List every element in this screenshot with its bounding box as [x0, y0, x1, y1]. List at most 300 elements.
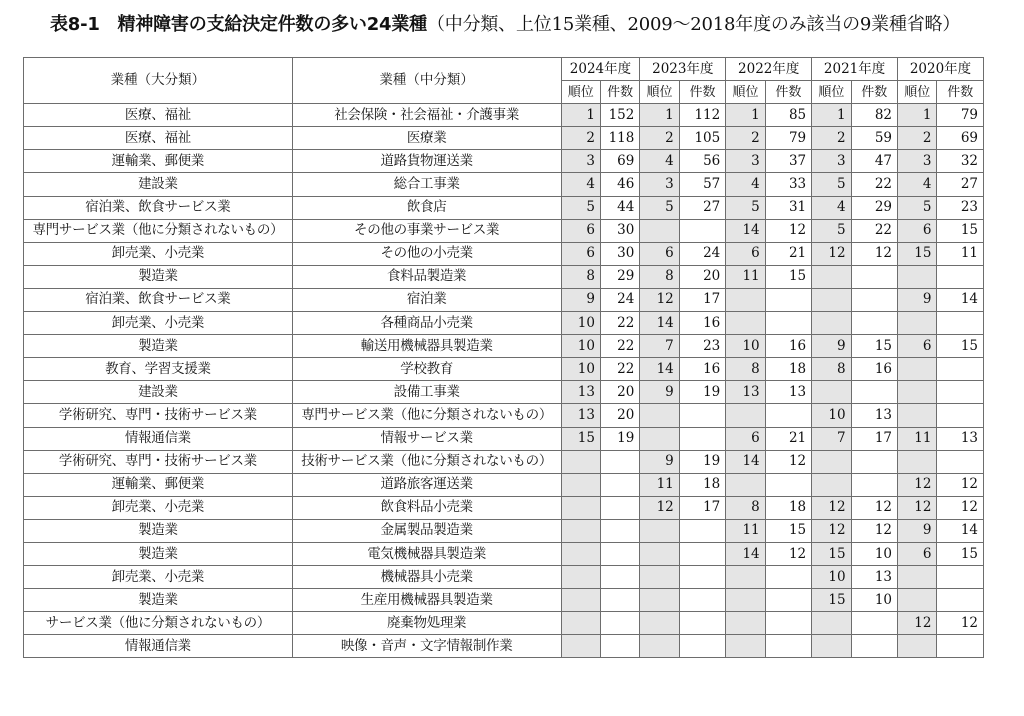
cell-rank: 5 — [812, 173, 851, 196]
cell-count: 18 — [765, 358, 811, 381]
cell-rank: 5 — [726, 196, 765, 219]
cell-count: 16 — [765, 335, 811, 358]
cell-count: 23 — [937, 196, 984, 219]
header-row-years — [24, 58, 984, 81]
header-count: 件数 — [765, 81, 811, 104]
cell-count: 15 — [937, 219, 984, 242]
cell-count: 79 — [765, 127, 811, 150]
cell-count: 15 — [765, 265, 811, 288]
cell-rank — [640, 219, 679, 242]
header-rank: 順位 — [726, 81, 765, 104]
cell-industry-major: 卸売業、小売業 — [24, 312, 293, 335]
cell-rank: 6 — [561, 242, 600, 265]
cell-rank — [561, 635, 600, 658]
cell-count: 118 — [600, 127, 639, 150]
cell-rank: 14 — [726, 450, 765, 473]
cell-industry-mid: 金属製品製造業 — [292, 519, 561, 542]
cell-count: 15 — [851, 335, 897, 358]
cell-rank: 2 — [898, 127, 937, 150]
cell-count — [679, 542, 725, 565]
cell-count — [851, 450, 897, 473]
cell-industry-major: 専門サービス業（他に分類されないもの） — [24, 219, 293, 242]
cell-count: 47 — [851, 150, 897, 173]
cell-count: 18 — [679, 473, 725, 496]
cell-rank: 12 — [812, 496, 851, 519]
cell-count: 56 — [679, 150, 725, 173]
cell-count — [600, 519, 639, 542]
cell-industry-mid: 道路旅客運送業 — [292, 473, 561, 496]
cell-count — [851, 473, 897, 496]
cell-count: 13 — [851, 404, 897, 427]
cell-count: 112 — [679, 104, 725, 127]
cell-rank — [812, 450, 851, 473]
cell-rank: 9 — [898, 288, 937, 311]
cell-count — [679, 589, 725, 612]
cell-industry-major: 情報通信業 — [24, 427, 293, 450]
cell-count — [937, 589, 984, 612]
cell-count: 33 — [765, 173, 811, 196]
cell-rank: 2 — [640, 127, 679, 150]
table-row — [24, 635, 984, 658]
cell-count — [937, 381, 984, 404]
cell-count: 12 — [937, 473, 984, 496]
cell-count — [937, 566, 984, 589]
cell-rank: 9 — [812, 335, 851, 358]
cell-industry-mid: 道路貨物運送業 — [292, 150, 561, 173]
cell-rank: 3 — [640, 173, 679, 196]
cell-count: 69 — [600, 150, 639, 173]
cell-count: 69 — [937, 127, 984, 150]
cell-count — [937, 312, 984, 335]
cell-rank: 6 — [640, 242, 679, 265]
cell-industry-mid: 総合工事業 — [292, 173, 561, 196]
cell-rank — [898, 404, 937, 427]
cell-count — [600, 542, 639, 565]
cell-rank: 13 — [726, 381, 765, 404]
cell-industry-major: 製造業 — [24, 265, 293, 288]
cell-industry-mid: 廃棄物処理業 — [292, 612, 561, 635]
cell-rank: 11 — [898, 427, 937, 450]
cell-rank: 1 — [640, 104, 679, 127]
cell-count: 11 — [937, 242, 984, 265]
cell-count: 17 — [679, 288, 725, 311]
cell-rank: 10 — [561, 312, 600, 335]
cell-count: 44 — [600, 196, 639, 219]
header-year-2022: 2022年度 — [726, 58, 812, 81]
cell-rank — [898, 358, 937, 381]
header-year-2024: 2024年度 — [561, 58, 640, 81]
table-row — [24, 265, 984, 288]
cell-industry-mid: 飲食店 — [292, 196, 561, 219]
cell-count: 29 — [851, 196, 897, 219]
table-row — [24, 358, 984, 381]
cell-count: 23 — [679, 335, 725, 358]
cell-rank: 11 — [726, 265, 765, 288]
cell-count: 22 — [600, 312, 639, 335]
cell-industry-mid: 電気機械器具製造業 — [292, 542, 561, 565]
header-count: 件数 — [600, 81, 639, 104]
table-row — [24, 450, 984, 473]
cell-count: 15 — [937, 335, 984, 358]
cell-count: 22 — [600, 358, 639, 381]
cell-count: 12 — [765, 450, 811, 473]
cell-industry-major: 医療、福祉 — [24, 104, 293, 127]
cell-rank — [812, 265, 851, 288]
table-title-note: （中分類、上位15業種、2009～2018年度のみ該当の9業種省略） — [426, 14, 961, 35]
cell-rank — [640, 427, 679, 450]
cell-count — [679, 219, 725, 242]
header-count: 件数 — [679, 81, 725, 104]
cell-rank: 5 — [812, 219, 851, 242]
cell-rank: 7 — [640, 335, 679, 358]
cell-industry-major: 卸売業、小売業 — [24, 242, 293, 265]
cell-rank: 5 — [561, 196, 600, 219]
cell-count: 22 — [851, 173, 897, 196]
table-row — [24, 427, 984, 450]
cell-rank: 12 — [640, 288, 679, 311]
cell-rank — [898, 589, 937, 612]
cell-rank: 6 — [898, 335, 937, 358]
cell-count: 20 — [600, 404, 639, 427]
cell-rank: 4 — [898, 173, 937, 196]
table-row — [24, 404, 984, 427]
cell-rank: 11 — [640, 473, 679, 496]
cell-count: 24 — [679, 242, 725, 265]
header-industry-mid: 業種（中分類） — [292, 58, 561, 104]
table-row — [24, 612, 984, 635]
cell-count — [851, 381, 897, 404]
cell-count — [600, 450, 639, 473]
cell-count: 10 — [851, 542, 897, 565]
cell-rank: 15 — [812, 542, 851, 565]
cell-rank: 12 — [898, 496, 937, 519]
cell-count — [600, 496, 639, 519]
cell-rank: 6 — [726, 242, 765, 265]
cell-rank: 3 — [561, 150, 600, 173]
cell-industry-mid: 機械器具小売業 — [292, 566, 561, 589]
cell-rank — [726, 589, 765, 612]
cell-rank: 2 — [726, 127, 765, 150]
cell-count: 17 — [679, 496, 725, 519]
cell-rank: 3 — [726, 150, 765, 173]
cell-rank: 12 — [812, 519, 851, 542]
cell-rank: 15 — [898, 242, 937, 265]
cell-count — [765, 612, 811, 635]
cell-rank: 3 — [898, 150, 937, 173]
cell-industry-major: 製造業 — [24, 519, 293, 542]
cell-rank — [898, 566, 937, 589]
cell-rank — [898, 312, 937, 335]
cell-count — [765, 473, 811, 496]
cell-count: 12 — [937, 496, 984, 519]
cell-rank — [561, 519, 600, 542]
cell-industry-major: 医療、福祉 — [24, 127, 293, 150]
table-row — [24, 381, 984, 404]
table-row — [24, 473, 984, 496]
cell-count: 21 — [765, 427, 811, 450]
table-row — [24, 242, 984, 265]
cell-rank — [640, 635, 679, 658]
cell-industry-major: 製造業 — [24, 589, 293, 612]
cell-industry-mid: 医療業 — [292, 127, 561, 150]
cell-count: 13 — [765, 381, 811, 404]
cell-rank — [561, 612, 600, 635]
cell-rank: 1 — [898, 104, 937, 127]
header-industry-major: 業種（大分類） — [24, 58, 293, 104]
cell-count: 21 — [765, 242, 811, 265]
cell-count — [765, 566, 811, 589]
cell-rank — [640, 612, 679, 635]
cell-rank — [726, 312, 765, 335]
cell-rank: 11 — [726, 519, 765, 542]
cell-count: 105 — [679, 127, 725, 150]
cell-count — [600, 473, 639, 496]
cell-rank: 12 — [898, 612, 937, 635]
cell-rank: 13 — [561, 404, 600, 427]
cell-rank — [812, 312, 851, 335]
cell-count — [765, 635, 811, 658]
cell-count: 20 — [600, 381, 639, 404]
cell-industry-mid: 各種商品小売業 — [292, 312, 561, 335]
cell-count — [679, 612, 725, 635]
cell-industry-major: 教育、学習支援業 — [24, 358, 293, 381]
cell-count: 10 — [851, 589, 897, 612]
table-row — [24, 127, 984, 150]
cell-rank: 15 — [561, 427, 600, 450]
cell-industry-mid: 社会保険・社会福祉・介護事業 — [292, 104, 561, 127]
cell-rank — [640, 542, 679, 565]
cell-industry-mid: 技術サービス業（他に分類されないもの） — [292, 450, 561, 473]
cell-count — [600, 566, 639, 589]
cell-rank — [726, 288, 765, 311]
cell-count: 12 — [851, 496, 897, 519]
cell-count: 20 — [679, 265, 725, 288]
cell-count — [765, 404, 811, 427]
cell-count — [851, 612, 897, 635]
cell-count: 79 — [937, 104, 984, 127]
cell-count: 16 — [851, 358, 897, 381]
cell-count: 14 — [937, 519, 984, 542]
cell-count: 24 — [600, 288, 639, 311]
cell-rank: 14 — [640, 358, 679, 381]
cell-count: 152 — [600, 104, 639, 127]
cell-count — [679, 404, 725, 427]
table-row — [24, 496, 984, 519]
header-year-2023: 2023年度 — [640, 58, 726, 81]
cell-industry-mid: 生産用機械器具製造業 — [292, 589, 561, 612]
cell-rank: 5 — [640, 196, 679, 219]
cell-count: 37 — [765, 150, 811, 173]
cell-count: 82 — [851, 104, 897, 127]
cell-industry-mid: その他の小売業 — [292, 242, 561, 265]
cell-rank: 9 — [640, 381, 679, 404]
cell-count — [679, 566, 725, 589]
cell-rank: 10 — [812, 566, 851, 589]
industry-table — [23, 57, 984, 658]
cell-rank: 1 — [561, 104, 600, 127]
cell-count — [600, 612, 639, 635]
cell-industry-mid: 映像・音声・文字情報制作業 — [292, 635, 561, 658]
cell-rank: 8 — [812, 358, 851, 381]
cell-rank — [640, 589, 679, 612]
cell-rank: 8 — [561, 265, 600, 288]
cell-rank: 6 — [561, 219, 600, 242]
cell-rank: 9 — [898, 519, 937, 542]
cell-rank — [898, 450, 937, 473]
cell-count: 12 — [851, 519, 897, 542]
cell-rank: 2 — [561, 127, 600, 150]
cell-rank: 4 — [561, 173, 600, 196]
cell-count — [937, 450, 984, 473]
cell-count: 27 — [679, 196, 725, 219]
cell-count — [851, 635, 897, 658]
cell-rank: 15 — [812, 589, 851, 612]
cell-count — [765, 589, 811, 612]
cell-rank — [561, 496, 600, 519]
cell-count — [600, 635, 639, 658]
header-year-2020: 2020年度 — [898, 58, 984, 81]
cell-industry-major: 学術研究、専門・技術サービス業 — [24, 450, 293, 473]
cell-count: 12 — [937, 612, 984, 635]
cell-industry-major: 運輸業、郵便業 — [24, 473, 293, 496]
table-row — [24, 312, 984, 335]
cell-rank: 8 — [726, 358, 765, 381]
cell-count: 46 — [600, 173, 639, 196]
cell-count: 13 — [937, 427, 984, 450]
cell-rank: 10 — [561, 358, 600, 381]
table-row — [24, 219, 984, 242]
cell-count — [765, 288, 811, 311]
cell-count: 16 — [679, 358, 725, 381]
cell-industry-major: 宿泊業、飲食サービス業 — [24, 196, 293, 219]
cell-count — [937, 635, 984, 658]
cell-industry-major: 卸売業、小売業 — [24, 566, 293, 589]
table-row — [24, 196, 984, 219]
cell-industry-major: 運輸業、郵便業 — [24, 150, 293, 173]
cell-count: 15 — [937, 542, 984, 565]
header-rank: 順位 — [640, 81, 679, 104]
cell-count: 12 — [765, 219, 811, 242]
cell-count: 17 — [851, 427, 897, 450]
cell-industry-mid: 輸送用機械器具製造業 — [292, 335, 561, 358]
cell-count — [765, 312, 811, 335]
cell-count — [937, 358, 984, 381]
cell-rank — [726, 612, 765, 635]
table-title-lead: 表8-1 精神障害の支給決定件数の多い24業種 — [50, 14, 427, 35]
cell-count — [679, 427, 725, 450]
cell-rank: 6 — [726, 427, 765, 450]
table-row — [24, 288, 984, 311]
header-count: 件数 — [851, 81, 897, 104]
cell-count: 27 — [937, 173, 984, 196]
cell-rank: 6 — [898, 219, 937, 242]
cell-rank: 4 — [640, 150, 679, 173]
cell-rank: 13 — [561, 381, 600, 404]
cell-count: 14 — [937, 288, 984, 311]
table-row — [24, 173, 984, 196]
cell-count — [679, 635, 725, 658]
table-row — [24, 589, 984, 612]
cell-rank — [561, 473, 600, 496]
cell-count: 30 — [600, 219, 639, 242]
table-row — [24, 542, 984, 565]
cell-count: 15 — [765, 519, 811, 542]
table-row — [24, 519, 984, 542]
cell-rank — [812, 612, 851, 635]
cell-rank — [812, 288, 851, 311]
cell-industry-mid: 設備工事業 — [292, 381, 561, 404]
header-rank: 順位 — [898, 81, 937, 104]
cell-rank: 10 — [726, 335, 765, 358]
cell-count — [937, 265, 984, 288]
cell-rank — [898, 381, 937, 404]
cell-rank — [726, 404, 765, 427]
cell-industry-major: 情報通信業 — [24, 635, 293, 658]
cell-rank — [726, 635, 765, 658]
cell-rank — [561, 542, 600, 565]
cell-rank: 7 — [812, 427, 851, 450]
table-row — [24, 566, 984, 589]
cell-rank: 8 — [640, 265, 679, 288]
cell-rank: 10 — [812, 404, 851, 427]
cell-rank: 8 — [726, 496, 765, 519]
cell-count — [851, 265, 897, 288]
cell-count — [937, 404, 984, 427]
cell-industry-major: 建設業 — [24, 381, 293, 404]
cell-industry-mid: 専門サービス業（他に分類されないもの） — [292, 404, 561, 427]
cell-rank: 6 — [898, 542, 937, 565]
cell-count: 85 — [765, 104, 811, 127]
cell-rank — [726, 473, 765, 496]
cell-rank: 4 — [812, 196, 851, 219]
cell-count: 13 — [851, 566, 897, 589]
cell-rank: 12 — [812, 242, 851, 265]
cell-rank: 1 — [726, 104, 765, 127]
table-row — [24, 335, 984, 358]
table-row — [24, 104, 984, 127]
cell-industry-major: 学術研究、専門・技術サービス業 — [24, 404, 293, 427]
cell-count: 30 — [600, 242, 639, 265]
cell-rank — [640, 566, 679, 589]
cell-rank: 3 — [812, 150, 851, 173]
cell-rank — [561, 450, 600, 473]
cell-rank — [561, 589, 600, 612]
cell-industry-mid: 食料品製造業 — [292, 265, 561, 288]
cell-rank — [898, 265, 937, 288]
cell-count: 22 — [600, 335, 639, 358]
header-rank: 順位 — [812, 81, 851, 104]
cell-count — [679, 519, 725, 542]
cell-industry-mid: 情報サービス業 — [292, 427, 561, 450]
header-year-2021: 2021年度 — [812, 58, 898, 81]
cell-rank: 12 — [898, 473, 937, 496]
header-rank: 順位 — [561, 81, 600, 104]
cell-industry-major: 製造業 — [24, 542, 293, 565]
cell-rank: 9 — [640, 450, 679, 473]
cell-rank: 9 — [561, 288, 600, 311]
cell-count — [851, 312, 897, 335]
cell-rank: 10 — [561, 335, 600, 358]
cell-count: 31 — [765, 196, 811, 219]
cell-industry-major: 製造業 — [24, 335, 293, 358]
cell-rank — [561, 566, 600, 589]
cell-industry-mid: 学校教育 — [292, 358, 561, 381]
cell-rank — [812, 381, 851, 404]
cell-industry-major: 卸売業、小売業 — [24, 496, 293, 519]
cell-count: 12 — [765, 542, 811, 565]
cell-count: 18 — [765, 496, 811, 519]
cell-count: 32 — [937, 150, 984, 173]
